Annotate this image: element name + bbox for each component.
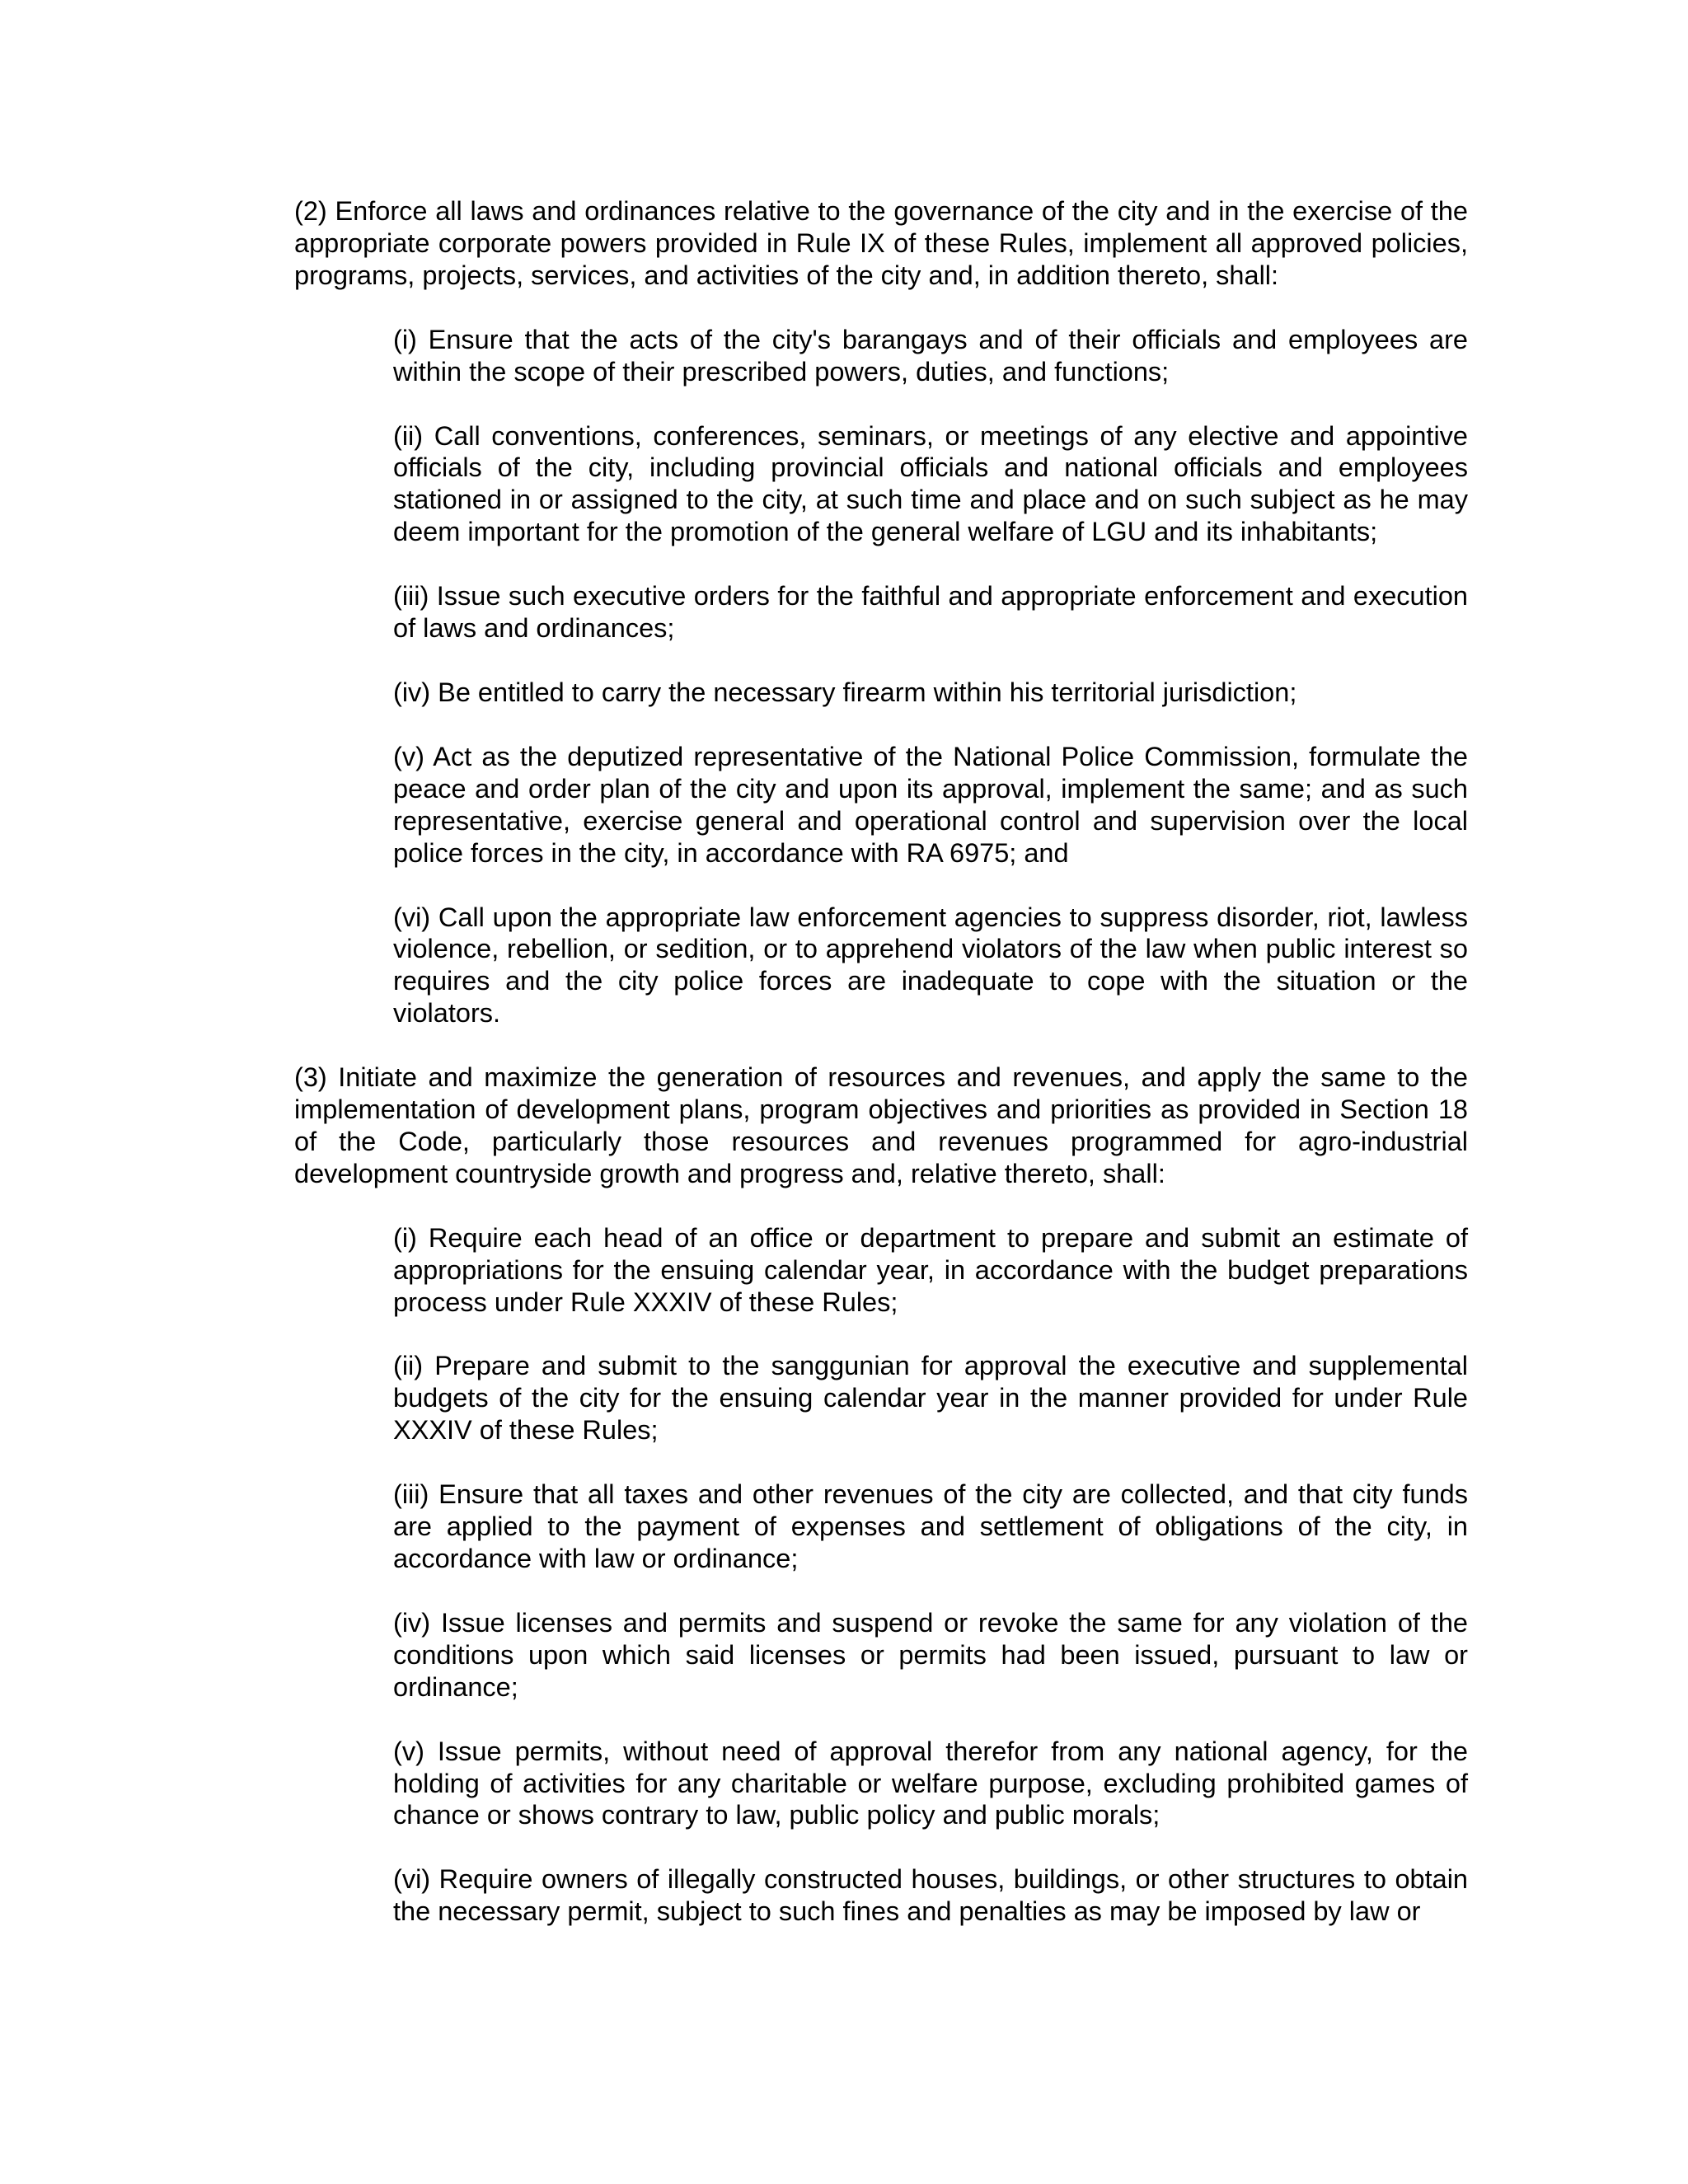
section-2-intro: (2) Enforce all laws and ordinances relative to the governance of the city and in the exercise of the appropriate corporate powers provided in Rule IX of these Rules, implement all approved policies, programs, projects, services, and activities of the city and, in addition thereto, shall: xyxy=(294,196,1468,290)
section-3-item-iii: (iii) Ensure that all taxes and other revenues of the city are collected, and that city funds are applied to the payment of expenses and settlement of obligations of the city, in accordance with law or ordinance; xyxy=(393,1479,1468,1573)
section-2-item-iv: (iv) Be entitled to carry the necessary firearm within his territorial jurisdiction; xyxy=(393,677,1297,707)
section-3-item-iv: (iv) Issue licenses and permits and suspend or revoke the same for any violation of the conditions upon which said licenses or permits had been issued, pursuant to law or ordinance; xyxy=(393,1607,1468,1702)
section-2-item-i: (i) Ensure that the acts of the city's barangays and of their officials and employees are within the scope of their prescribed powers, duties, and functions; xyxy=(393,324,1468,387)
section-3-item-i: (i) Require each head of an office or department to prepare and submit an estimate of appropriations for the ensuing calendar year, in accordance with the budget preparations process under Rule XXXIV of these Rules; xyxy=(393,1222,1468,1317)
section-3-item-vi: (vi) Require owners of illegally constructed houses, buildings, or other structures to obtain the necessary permit, subject to such fines and penalties as may be imposed by law or xyxy=(393,1864,1468,1927)
section-3-item-v: (v) Issue permits, without need of approval therefor from any national agency, for the holding of activities for any charitable or welfare purpose, excluding prohibited games of chance or shows contrary to law, public policy and public morals; xyxy=(393,1736,1468,1830)
document-body xyxy=(294,195,1468,1928)
section-3-intro: (3) Initiate and maximize the generation of resources and revenues, and apply the same to the implementation of development plans, program objectives and priorities as provided in Section 18 of the Code, particularly those resources and revenues programmed for agro-industrial development countryside growth and progress and, relative thereto, shall: xyxy=(294,1062,1468,1188)
section-2-item-v: (v) Act as the deputized representative of the National Police Commission, formulate the peace and order plan of the city and upon its approval, implement the same; and as such representative, exercise general and operational control and supervision over the local police forces in the city, in accordance with RA 6975; and xyxy=(393,741,1468,868)
section-2-item-ii: (ii) Call conventions, conferences, seminars, or meetings of any elective and appointive officials of the city, including provincial officials and national officials and employees stationed in or assigned to the city, at such time and place and on such subject as he may deem important for the promotion of the general welfare of LGU and its inhabitants; xyxy=(393,420,1468,547)
section-2-item-iii: (iii) Issue such executive orders for the faithful and appropriate enforcement and execution of laws and ordinances; xyxy=(393,581,1468,644)
section-2-item-vi: (vi) Call upon the appropriate law enforcement agencies to suppress disorder, riot, lawless violence, rebellion, or sedition, or to apprehend violators of the law when public interest so requires and the city police forces are inadequate to cope with the situation or the violators. xyxy=(393,902,1468,1029)
section-3-item-ii: (ii) Prepare and submit to the sanggunian for approval the executive and supplemental budgets of the city for the ensuing calendar year in the manner provided for under Rule XXXIV of these Rules; xyxy=(393,1351,1468,1446)
